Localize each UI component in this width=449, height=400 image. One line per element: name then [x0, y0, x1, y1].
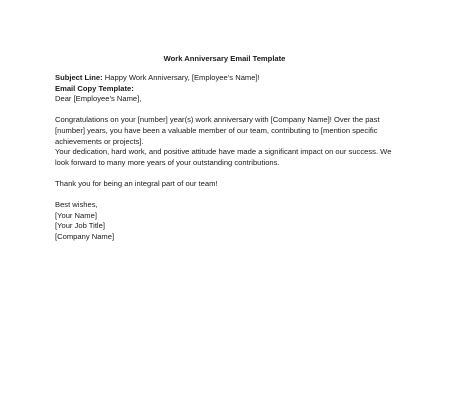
greeting: Dear [Employee’s Name],	[55, 94, 142, 104]
subject-line	[55, 73, 400, 84]
document-title: Work Anniversary Email Template	[163, 54, 286, 63]
signoff-line: [Your Name]	[55, 210, 97, 220]
signoff-line: [Company Name]	[55, 231, 115, 241]
email-template-body	[55, 73, 400, 243]
thanks-line: Thank you for being an integral part of our team!	[55, 178, 218, 188]
signoff-line: [Your Job Title]	[55, 221, 105, 231]
paragraph-1-line: [number] years, you have been a valuable member of our team, contributing to [mention specific	[55, 125, 378, 135]
subject-value: Happy Work Anniversary, [Employee’s Name]!	[102, 73, 260, 82]
paragraph-1-line: achievements or projects].	[55, 136, 144, 146]
subject-label: Subject Line:	[55, 73, 103, 82]
spacer	[55, 190, 400, 201]
spacer	[55, 105, 400, 116]
spacer	[55, 168, 400, 179]
signoff-line: Best wishes,	[55, 200, 98, 210]
paragraph-2-line: Your dedication, hard work, and positive attitude have made a significant impact on our success. We	[55, 147, 392, 157]
email-copy-label: Email Copy Template:	[55, 83, 134, 93]
paragraph-2-line: look forward to many more years of your outstanding contributions.	[55, 157, 280, 167]
paragraph-1-line: Congratulations on your [number] year(s) work anniversary with [Company Name]! Over the past	[55, 115, 380, 125]
